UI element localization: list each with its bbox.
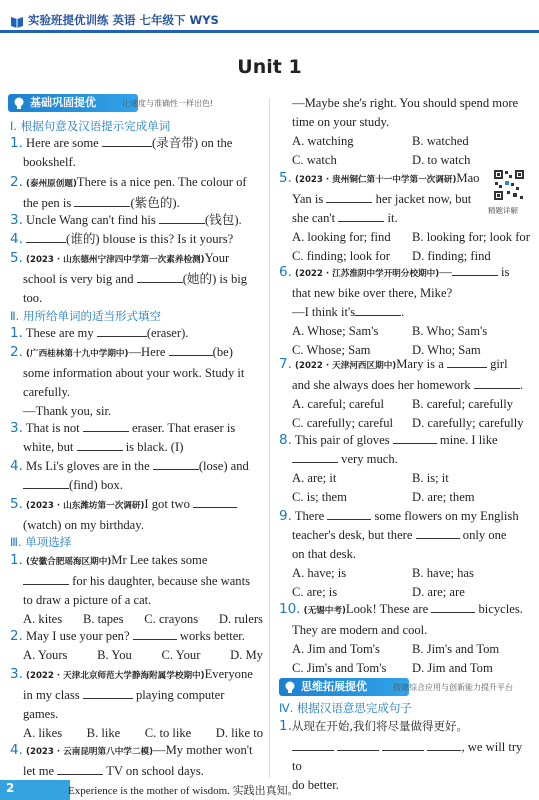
q-text: (lose) and bbox=[198, 459, 249, 473]
q-text: Uncle Wang can't find his bbox=[26, 213, 156, 227]
q-source: (2022 · 天津北京师范大学静海附属学校期中) bbox=[26, 671, 205, 681]
q-number: 4. bbox=[10, 231, 23, 247]
option-b[interactable]: B. watched bbox=[412, 134, 469, 148]
q-source: (2022 · 天津河西区期中) bbox=[295, 361, 397, 371]
q-text: mine. I like bbox=[439, 433, 498, 447]
option-d[interactable]: D. to watch bbox=[412, 153, 471, 167]
p3-q1 bbox=[10, 551, 266, 629]
answer-blank[interactable] bbox=[26, 230, 66, 243]
q-text: Yan is bbox=[292, 192, 324, 206]
options-grid bbox=[279, 469, 531, 507]
q-text: (她的) is big bbox=[182, 272, 248, 286]
option-a[interactable]: A. Jim and Tom's bbox=[292, 642, 380, 656]
p2-q2 bbox=[10, 343, 266, 421]
p3-q7: 7. (2022 · 天津河西区期中)Mary is a girl and she always does her homework . A. careful; careful B. careful; carefully C. carefully; careful D. carefully; carefully bbox=[279, 355, 531, 433]
q-number: 2. bbox=[10, 628, 23, 644]
answer-blank[interactable] bbox=[427, 738, 461, 751]
q-number: 3. bbox=[10, 212, 23, 228]
banner-basic-subtitle: 让速度与准确性一样出色! bbox=[122, 99, 214, 108]
q-number: 4. bbox=[10, 742, 23, 758]
qr-code-icon[interactable] bbox=[493, 169, 525, 201]
p1-q4 bbox=[10, 230, 266, 249]
option-a[interactable]: A. Yours bbox=[23, 648, 68, 662]
q-text: May I use your pen? bbox=[26, 629, 130, 643]
q-text: (eraser). bbox=[146, 326, 189, 340]
q-text: school is very big and bbox=[23, 272, 134, 286]
q-text: that new bike over there, Mike? bbox=[292, 286, 453, 300]
q-text: too. bbox=[23, 291, 43, 305]
option-a[interactable]: A. are; it bbox=[292, 471, 337, 485]
p3-q8 bbox=[279, 431, 531, 507]
q-source: (广西桂林第十九中学期中) bbox=[26, 349, 129, 359]
q-text: the pen is bbox=[23, 196, 72, 210]
q-text: There bbox=[294, 509, 325, 523]
q-source: (2022 · 江苏淮阴中学开明分校期中) bbox=[295, 269, 440, 279]
answer-blank[interactable] bbox=[169, 343, 213, 356]
option-b[interactable]: B. Who; Sam's bbox=[412, 324, 488, 338]
option-a[interactable]: A. careful; careful bbox=[292, 397, 384, 411]
q-number: 1. bbox=[279, 718, 292, 734]
q-text: her jacket now, but bbox=[375, 192, 472, 206]
q-source: (2023 · 山东德州宁津四中学第一次素养检测) bbox=[26, 255, 205, 265]
answer-blank[interactable] bbox=[326, 190, 372, 203]
option-b[interactable]: B. looking for; look for bbox=[412, 230, 530, 244]
footer-motto: Experience is the mother of wisdom. 实践出真知。 bbox=[68, 785, 299, 797]
option-a[interactable]: A. likes bbox=[23, 726, 63, 740]
banner-extend-subtitle: 搭建综合应用与创新能力提升平台 bbox=[393, 683, 513, 692]
q-number: 3. bbox=[10, 666, 23, 682]
q-text: only one bbox=[462, 528, 507, 542]
header-rule bbox=[0, 30, 539, 33]
option-c[interactable]: C. carefully; careful bbox=[292, 416, 394, 430]
option-d[interactable]: D. Who; Sam bbox=[412, 343, 481, 357]
section-4-heading: Ⅳ. 根据汉语意思完成句子 bbox=[279, 701, 412, 715]
answer-blank[interactable] bbox=[77, 438, 123, 451]
q-text: Mao bbox=[456, 171, 480, 185]
options-row bbox=[10, 646, 263, 665]
answer-blank[interactable] bbox=[23, 572, 69, 585]
p4-q1 bbox=[279, 717, 531, 795]
q-number: 7. bbox=[279, 356, 292, 372]
answer-blank[interactable] bbox=[447, 355, 487, 368]
answer-blank[interactable] bbox=[133, 627, 177, 640]
answer-blank[interactable] bbox=[193, 495, 237, 508]
lightbulb-icon bbox=[283, 680, 297, 694]
answer-blank[interactable] bbox=[393, 431, 437, 444]
section-1-heading: Ⅰ. 根据句意及汉语提示完成单词 bbox=[10, 119, 171, 133]
answer-blank[interactable] bbox=[431, 600, 475, 613]
q-text: (钱包). bbox=[204, 213, 242, 227]
q-text: very much. bbox=[341, 452, 398, 466]
option-d[interactable]: D. Jim and Tom bbox=[412, 661, 493, 675]
q-number: 1. bbox=[10, 552, 23, 568]
q-text: some flowers on my English bbox=[374, 509, 519, 523]
q-text: for his daughter, because she wants bbox=[72, 574, 251, 588]
option-d[interactable]: D. carefully; carefully bbox=[412, 416, 524, 430]
q-source: (泰州原创题) bbox=[26, 179, 77, 189]
answer-blank[interactable] bbox=[292, 738, 334, 751]
q-text: TV on school days. bbox=[106, 764, 204, 778]
options-grid bbox=[279, 228, 531, 266]
series-title: 实验班提优训练 英语 七年级下 WYS bbox=[28, 13, 219, 27]
option-c[interactable]: C. Jim's and Tom's bbox=[292, 661, 387, 675]
q-number: 3. bbox=[10, 420, 23, 436]
q-text: This pair of gloves bbox=[294, 433, 390, 447]
column-divider bbox=[269, 98, 270, 778]
book-icon bbox=[10, 14, 24, 28]
q-number: 2. bbox=[10, 344, 23, 360]
q-text: That is not bbox=[25, 421, 80, 435]
q-source: (2023 · 云南昆明第八中学二模) bbox=[26, 747, 154, 757]
q-text: Your bbox=[204, 251, 230, 265]
answer-blank[interactable] bbox=[97, 324, 147, 337]
q-number: 10. bbox=[279, 601, 301, 617]
option-a[interactable]: A. kites bbox=[23, 612, 63, 626]
options-grid bbox=[279, 640, 531, 678]
q-text: (watch) on my birthday. bbox=[23, 518, 144, 532]
option-b[interactable]: B. have; has bbox=[412, 566, 474, 580]
q-text: They are modern and cool. bbox=[292, 623, 428, 637]
option-d[interactable]: D. rulers bbox=[218, 612, 263, 626]
q-text: bicycles. bbox=[478, 602, 523, 616]
q-text: (谁的) blouse is this? Is it yours? bbox=[66, 232, 234, 246]
q-text: — bbox=[439, 265, 452, 279]
q-source: (无锡中考) bbox=[303, 606, 346, 616]
q-text: —Maybe she's right. You should spend more bbox=[292, 96, 519, 110]
option-c[interactable]: C. crayons bbox=[144, 612, 199, 626]
q-text: time on your study. bbox=[292, 115, 390, 129]
option-d[interactable]: D. like to bbox=[215, 726, 263, 740]
q-text: works better. bbox=[179, 629, 245, 643]
option-d[interactable]: D. My bbox=[230, 648, 263, 662]
banner-extend-title: 思维拓展提优 bbox=[301, 680, 367, 693]
option-c[interactable]: C. finding; look for bbox=[292, 249, 390, 263]
q-text: eraser. That eraser is bbox=[132, 421, 236, 435]
q-text: it. bbox=[387, 211, 398, 225]
answer-blank[interactable] bbox=[159, 211, 205, 224]
p3-q2 bbox=[10, 627, 266, 665]
q-text: (录音带) on the bbox=[151, 136, 233, 150]
option-b[interactable]: B. is; it bbox=[412, 471, 449, 485]
option-a[interactable]: A. Whose; Sam's bbox=[292, 324, 379, 338]
q-text: Mary is a bbox=[396, 357, 444, 371]
lightbulb-icon bbox=[12, 96, 26, 110]
q-number: 6. bbox=[279, 264, 292, 280]
answer-blank[interactable] bbox=[292, 450, 338, 463]
q-text: in my class bbox=[23, 688, 80, 702]
q-text: she can't bbox=[292, 211, 336, 225]
q-text: is black. (I) bbox=[125, 440, 184, 454]
q-text: white, but bbox=[23, 440, 74, 454]
q-text: to draw a picture of a cat. bbox=[23, 593, 152, 607]
option-c[interactable]: C. Whose; Sam bbox=[292, 343, 371, 357]
banner-basic-title: 基础巩固提优 bbox=[30, 96, 96, 109]
q-number: 1. bbox=[10, 325, 23, 341]
q-text: (be) bbox=[212, 345, 233, 359]
option-b[interactable]: B. You bbox=[97, 648, 132, 662]
options-grid bbox=[279, 564, 531, 602]
answer-blank[interactable] bbox=[382, 738, 424, 751]
answer-blank[interactable] bbox=[57, 762, 103, 775]
answer-blank[interactable] bbox=[83, 686, 133, 699]
answer-blank[interactable] bbox=[137, 270, 183, 283]
p3-q10 bbox=[279, 600, 531, 678]
q-text: Here are some bbox=[26, 136, 99, 150]
q-text: —Here bbox=[128, 345, 166, 359]
p2-q5 bbox=[10, 495, 266, 535]
q-text: (紫色的). bbox=[130, 196, 180, 210]
q-text: girl bbox=[490, 357, 508, 371]
answer-blank[interactable] bbox=[102, 134, 152, 147]
option-d[interactable]: D. are; are bbox=[412, 585, 465, 599]
q-text: There is a nice pen. The colour of bbox=[76, 175, 247, 189]
q-source: (安徽合肥瑶海区期中) bbox=[26, 557, 112, 567]
q-text: I got two bbox=[144, 497, 190, 511]
option-c[interactable]: C. watch bbox=[292, 153, 337, 167]
q-text: playing computer bbox=[135, 688, 225, 702]
q-text: —I think it's bbox=[292, 305, 356, 319]
page-number: 2 bbox=[6, 781, 15, 795]
q-text: —My mother won't bbox=[153, 743, 253, 757]
q-text: on that desk. bbox=[292, 547, 357, 561]
q-text: is bbox=[500, 265, 510, 279]
q-source: (2023 · 贵州铜仁第十一中学第一次调研) bbox=[295, 175, 457, 185]
q-text: carefully. bbox=[23, 385, 71, 399]
answer-blank[interactable] bbox=[452, 263, 498, 276]
answer-blank[interactable] bbox=[337, 738, 379, 751]
answer-blank[interactable] bbox=[83, 419, 129, 432]
option-c[interactable]: C. to like bbox=[144, 726, 192, 740]
answer-blank[interactable] bbox=[74, 194, 130, 207]
banner-basic bbox=[8, 94, 138, 112]
q-number: 5. bbox=[279, 170, 292, 186]
p1-q3 bbox=[10, 211, 266, 230]
option-a[interactable]: A. have; is bbox=[292, 566, 347, 580]
p1-q2 bbox=[10, 173, 266, 213]
q-text: Ms Li's gloves are in the bbox=[26, 459, 150, 473]
q-text: games. bbox=[23, 707, 59, 721]
options-grid bbox=[279, 395, 531, 433]
q-text: do better. bbox=[292, 778, 339, 792]
q-text: Everyone bbox=[204, 667, 253, 681]
q-number: 2. bbox=[10, 174, 23, 190]
option-b[interactable]: B. careful; carefully bbox=[412, 397, 514, 411]
p3-q4-continued bbox=[279, 94, 531, 170]
q-text: let me bbox=[23, 764, 55, 778]
option-b[interactable]: B. Jim's and Tom bbox=[412, 642, 500, 656]
answer-blank[interactable] bbox=[338, 209, 384, 222]
option-b[interactable]: B. tapes bbox=[82, 612, 124, 626]
option-a[interactable]: A. looking for; find bbox=[292, 230, 391, 244]
answer-blank[interactable] bbox=[327, 507, 371, 520]
q-text: bookshelf. bbox=[23, 155, 76, 169]
p2-q4 bbox=[10, 457, 266, 495]
q-number: 8. bbox=[279, 432, 292, 448]
q-text: (find) box. bbox=[69, 478, 123, 492]
p3-q6: 6. (2022 · 江苏淮阴中学开明分校期中)— is that new bike over there, Mike? —I think it's . A. Whose; Sam's B. Who; Sam's C. Whose; Sam D. Who; Sam bbox=[279, 263, 531, 360]
unit-title: Unit 1 bbox=[237, 56, 302, 78]
p2-q3 bbox=[10, 419, 266, 457]
option-b[interactable]: B. like bbox=[86, 726, 121, 740]
q-text: These are my bbox=[25, 326, 94, 340]
option-c[interactable]: C. is; them bbox=[292, 490, 347, 504]
answer-blank[interactable] bbox=[23, 476, 69, 489]
q-number: 5. bbox=[10, 250, 23, 266]
answer-blank[interactable] bbox=[474, 376, 520, 389]
q-text: Look! These are bbox=[345, 602, 429, 616]
section-2-heading: Ⅱ. 用所给单词的适当形式填空 bbox=[10, 309, 161, 323]
option-a[interactable]: A. watching bbox=[292, 134, 354, 148]
q-number: 4. bbox=[10, 458, 23, 474]
p2-q1 bbox=[10, 324, 266, 343]
p3-q4 bbox=[10, 741, 266, 781]
p1-q1 bbox=[10, 134, 266, 172]
q-text: Mr Lee takes some bbox=[111, 553, 208, 567]
q-source: (2023 · 山东潍坊第一次调研) bbox=[26, 501, 145, 511]
section-3-heading: Ⅲ. 单项选择 bbox=[10, 535, 72, 549]
q-text: —Thank you, sir. bbox=[23, 404, 112, 418]
option-c[interactable]: C. Your bbox=[161, 648, 201, 662]
answer-blank[interactable] bbox=[153, 457, 199, 470]
q-number: 1. bbox=[10, 135, 23, 151]
q-text: , we will try to bbox=[292, 740, 523, 773]
p3-q3 bbox=[10, 665, 266, 743]
option-d[interactable]: D. are; them bbox=[412, 490, 475, 504]
q-text: teacher's desk, but there bbox=[292, 528, 413, 542]
p3-q9 bbox=[279, 507, 531, 602]
answer-blank[interactable] bbox=[355, 303, 401, 316]
q-number: 5. bbox=[10, 496, 23, 512]
options-grid bbox=[279, 132, 531, 170]
p1-q5 bbox=[10, 249, 266, 308]
banner-extend bbox=[279, 678, 409, 696]
q-number: 9. bbox=[279, 508, 292, 524]
qr-label: 精题详解 bbox=[488, 206, 518, 215]
option-c[interactable]: C. are; is bbox=[292, 585, 338, 599]
q-text: some information about your work. Study it bbox=[23, 366, 245, 380]
q-text: and she always does her homework bbox=[292, 378, 471, 392]
option-d[interactable]: D. finding; find bbox=[412, 249, 491, 263]
answer-blank[interactable] bbox=[416, 526, 460, 539]
q-text: 从现在开始,我们将尽量做得更好。 bbox=[291, 719, 469, 733]
